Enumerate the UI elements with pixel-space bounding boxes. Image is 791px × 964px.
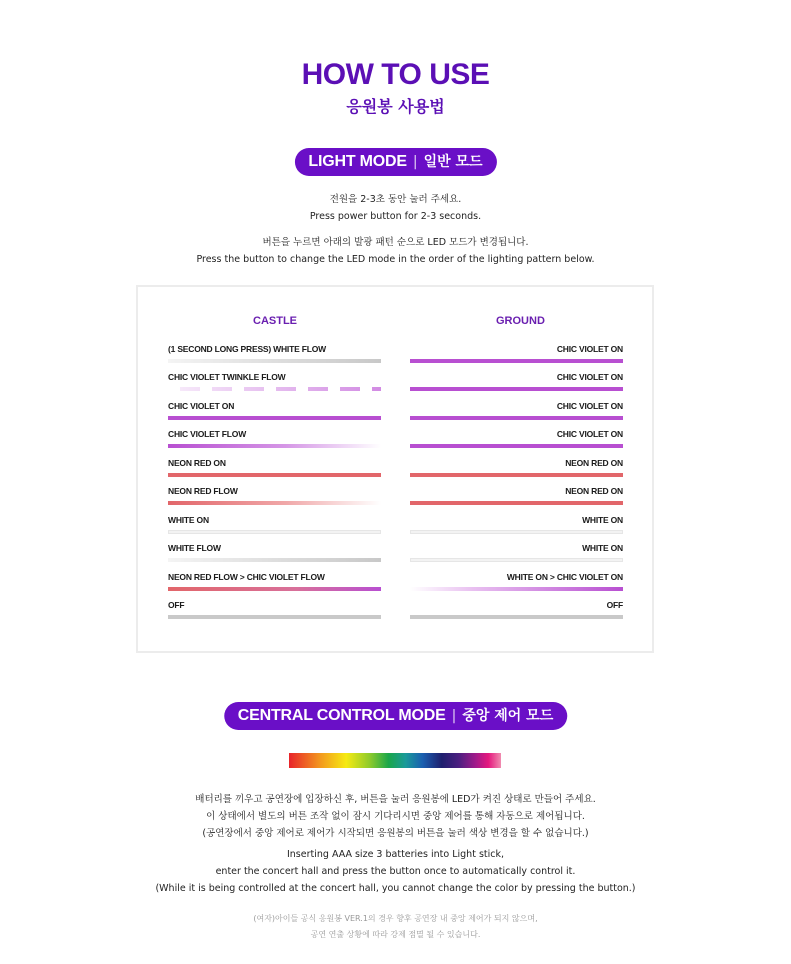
pattern-label: CHIC VIOLET ON bbox=[556, 429, 623, 439]
castle-pattern-row bbox=[168, 572, 381, 600]
central-ko-line: (공연장에서 중앙 제어로 제어가 시작되면 응원봉의 버튼을 눌러 색상 변경을 할 수 없습니다.) bbox=[202, 828, 589, 839]
pattern-label: CHIC VIOLET ON bbox=[556, 401, 623, 411]
divider: | bbox=[451, 708, 457, 724]
mode-change-instruction-ko: 버튼을 누르면 아래의 발광 패턴 순으로 LED 모드가 변경됩니다. bbox=[262, 237, 529, 248]
pattern-label: CHIC VIOLET ON bbox=[168, 401, 235, 411]
castle-pattern-row bbox=[168, 458, 381, 486]
footer-note bbox=[0, 911, 791, 943]
central-control-badge bbox=[224, 702, 567, 730]
off-bar bbox=[410, 615, 623, 619]
white-to-violet-bar bbox=[410, 587, 623, 591]
red-on-bar bbox=[168, 473, 381, 477]
page-title: HOW TO USE bbox=[301, 58, 490, 91]
divider: | bbox=[412, 154, 418, 170]
ground-pattern-row bbox=[410, 429, 623, 457]
pattern-label: WHITE ON bbox=[582, 515, 623, 525]
footer-note-line: 공연 연출 상황에 따라 강제 점멸 될 수 있습니다. bbox=[310, 930, 481, 939]
red-to-violet-bar bbox=[168, 587, 381, 591]
white-on-bar bbox=[168, 530, 381, 534]
footer-note-line: (여자)아이들 공식 응원봉 VER.1의 경우 향후 공연장 내 중앙 제어가 되지 않으며, bbox=[253, 914, 538, 923]
central-mode-title-ko: 중앙 제어 모드 bbox=[462, 708, 554, 724]
pattern-label: CHIC VIOLET ON bbox=[556, 372, 623, 382]
white-on-bar bbox=[410, 558, 623, 562]
castle-pattern-row bbox=[168, 486, 381, 514]
violet-on-bar bbox=[410, 359, 623, 363]
castle-pattern-row bbox=[168, 515, 381, 543]
pattern-label: WHITE ON bbox=[168, 515, 209, 525]
violet-on-bar bbox=[168, 416, 381, 420]
power-instruction bbox=[0, 191, 791, 225]
violet-on-bar bbox=[410, 444, 623, 448]
white-flow-bar bbox=[168, 359, 381, 363]
ground-pattern-row bbox=[410, 543, 623, 571]
central-en-line: Inserting AAA size 3 batteries into Light stick, bbox=[286, 849, 504, 860]
central-instruction-ko bbox=[0, 791, 791, 842]
mode-change-instruction-en: Press the button to change the LED mode in the order of the lighting pattern below. bbox=[196, 254, 595, 265]
castle-pattern-row bbox=[168, 543, 381, 571]
castle-pattern-row bbox=[168, 600, 381, 628]
central-en-line: (While it is being controlled at the concert hall, you cannot change the color by pressing the button.) bbox=[155, 883, 636, 894]
violet-on-bar bbox=[410, 387, 623, 391]
castle-pattern-row bbox=[168, 372, 381, 400]
off-bar bbox=[168, 615, 381, 619]
ground-column-header: GROUND bbox=[496, 315, 545, 327]
page-subtitle: 응원봉 사용법 bbox=[346, 97, 445, 116]
castle-pattern-row bbox=[168, 429, 381, 457]
red-flow-bar bbox=[168, 501, 381, 505]
castle-pattern-row bbox=[168, 401, 381, 429]
central-mode-title-en: CENTRAL CONTROL MODE bbox=[237, 707, 446, 724]
lighting-pattern-panel bbox=[136, 285, 654, 653]
ground-pattern-row bbox=[410, 572, 623, 600]
pattern-label: CHIC VIOLET ON bbox=[556, 344, 623, 354]
central-ko-line: 이 상태에서 별도의 버튼 조작 없이 잠시 기다리시면 중앙 제어를 통해 자동으로 제어됩니다. bbox=[206, 811, 585, 822]
rainbow-spectrum-bar bbox=[289, 753, 501, 768]
violet-twinkle-bar bbox=[168, 387, 381, 391]
red-on-bar bbox=[410, 473, 623, 477]
white-on-bar bbox=[410, 530, 623, 534]
pattern-label: WHITE FLOW bbox=[168, 543, 221, 553]
pattern-label: NEON RED ON bbox=[565, 486, 623, 496]
pattern-label: WHITE ON bbox=[582, 543, 623, 553]
ground-pattern-row bbox=[410, 458, 623, 486]
ground-pattern-row bbox=[410, 600, 623, 628]
pattern-label: OFF bbox=[168, 600, 185, 610]
power-instruction-en: Press power button for 2-3 seconds. bbox=[309, 211, 482, 222]
central-instruction-en bbox=[0, 846, 791, 897]
castle-pattern-row bbox=[168, 344, 381, 372]
ground-pattern-row bbox=[410, 515, 623, 543]
pattern-label: WHITE ON > CHIC VIOLET ON bbox=[506, 572, 623, 582]
pattern-label: (1 SECOND LONG PRESS) WHITE FLOW bbox=[168, 344, 326, 354]
ground-pattern-row bbox=[410, 401, 623, 429]
violet-on-bar bbox=[410, 416, 623, 420]
castle-column-header: CASTLE bbox=[253, 315, 297, 327]
pattern-label: NEON RED FLOW > CHIC VIOLET FLOW bbox=[168, 572, 325, 582]
pattern-label: NEON RED FLOW bbox=[168, 486, 238, 496]
pattern-label: CHIC VIOLET FLOW bbox=[168, 429, 247, 439]
red-on-bar bbox=[410, 501, 623, 505]
white-flow-bar bbox=[168, 558, 381, 562]
ground-pattern-row bbox=[410, 372, 623, 400]
pattern-label: CHIC VIOLET TWINKLE FLOW bbox=[168, 372, 286, 382]
central-ko-line: 배터리를 끼우고 공연장에 입장하신 후, 버튼을 눌러 응원봉에 LED가 켜진 상태로 만들어 주세요. bbox=[195, 794, 596, 805]
light-mode-title-ko: 일반 모드 bbox=[423, 154, 483, 170]
ground-pattern-row bbox=[410, 344, 623, 372]
mode-change-instruction bbox=[0, 234, 791, 268]
pattern-label: NEON RED ON bbox=[168, 458, 226, 468]
violet-flow-bar bbox=[168, 444, 381, 448]
central-en-line: enter the concert hall and press the button once to automatically control it. bbox=[215, 866, 576, 877]
light-mode-badge bbox=[294, 148, 496, 176]
power-instruction-ko: 전원을 2-3초 동안 눌러 주세요. bbox=[329, 194, 462, 205]
pattern-label: OFF bbox=[606, 600, 623, 610]
ground-pattern-row bbox=[410, 486, 623, 514]
light-mode-title-en: LIGHT MODE bbox=[308, 153, 407, 170]
pattern-label: NEON RED ON bbox=[565, 458, 623, 468]
